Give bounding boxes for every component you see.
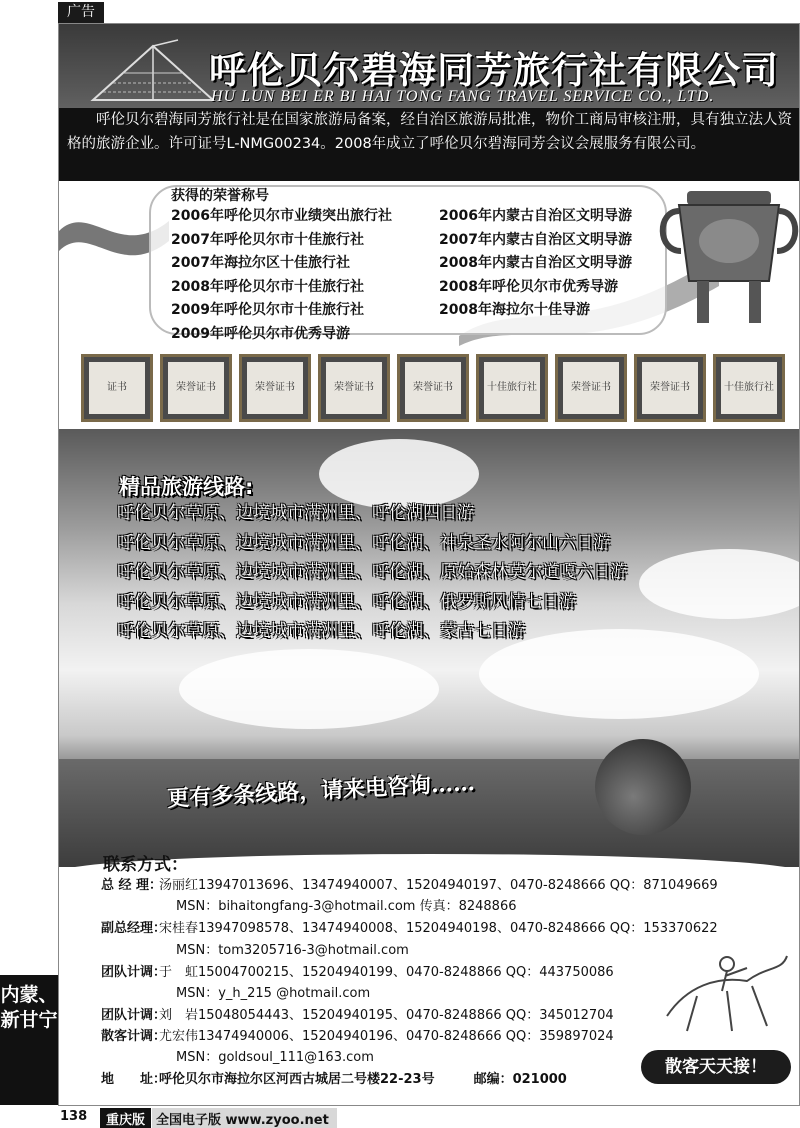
routes-list	[117, 499, 627, 647]
intro-text: 呼伦贝尔碧海同芳旅行社是在国家旅游局备案，经自治区旅游局批准，物价工商局审核注册，具有独立法人资格的旅游企业。许可证号L-NMG00234。2008年成立了呼伦贝尔碧海同芳会议会展服务有限公司。	[67, 112, 792, 152]
page-footer	[0, 1106, 800, 1128]
honor-item: 2007年呼伦贝尔市十佳旅行社	[171, 231, 364, 248]
cloud-decoration	[639, 549, 800, 619]
honor-item: 2008年呼伦贝尔市十佳旅行社	[171, 278, 364, 295]
honor-item: 2008年内蒙古自治区文明导游	[439, 255, 632, 271]
contact-row: 团队计调：于 虹15004700215、15204940199、0470-8248866 QQ：443750086	[101, 965, 614, 980]
routes-section	[59, 429, 800, 867]
honor-item: 2007年内蒙古自治区文明导游	[439, 231, 632, 248]
lake-photo	[595, 739, 691, 835]
ad-tag: 广告	[58, 2, 104, 23]
contact-row: MSN：goldsoul_111@163.com	[176, 1050, 374, 1065]
walk-in-badge: 散客天天接！	[641, 1050, 791, 1084]
honor-item: 2008年呼伦贝尔市优秀导游	[439, 278, 618, 295]
national-edition-link[interactable]: 全国电子版 www.zyoo.net	[152, 1108, 337, 1128]
yurt-logo-icon	[83, 38, 223, 108]
company-intro	[59, 108, 800, 181]
certificate: 荣誉证书	[160, 354, 232, 422]
route-item: 呼伦贝尔草原、边境城市满洲里、呼伦湖、原始森林莫尔道嘎六日游	[117, 562, 627, 582]
contact-row: 副总经理：宋桂春13947098578、13474940008、15204940198、0470-8248666 QQ：153370622	[101, 921, 718, 936]
contact-row: 总 经 理：汤丽红13947013696、13474940007、15204940197、0470-8248666 QQ：871049669	[101, 878, 718, 893]
contact-row: MSN：y_h_215 @hotmail.com	[176, 986, 371, 1001]
honor-item: 2006年内蒙古自治区文明导游	[439, 208, 632, 224]
contact-row-address: 地 址：呼伦贝尔市海拉尔区河西古城居二号楼22-23号 邮编：021000	[101, 1072, 567, 1087]
contact-row: MSN：tom3205716-3@hotmail.com	[176, 943, 409, 958]
more-routes-text: 更有多条线路，请来电咨询……	[166, 769, 476, 813]
routes-title: 精品旅游线路:	[119, 475, 254, 499]
certificate: 荣誉证书	[634, 354, 706, 422]
contact-row: 散客计调：尤宏伟13474940006、15204940196、0470-8248666 QQ：359897024	[101, 1029, 614, 1044]
honor-item: 2008年海拉尔十佳导游	[439, 302, 590, 318]
honors-left-list	[171, 205, 392, 346]
route-item: 呼伦贝尔草原、边境城市满洲里、呼伦湖、俄罗斯风情七日游	[117, 591, 576, 612]
certificate: 荣誉证书	[318, 354, 390, 422]
company-title: 呼伦贝尔碧海同芳旅行社有限公司	[209, 49, 779, 92]
honor-item: 2007年海拉尔区十佳旅行社	[171, 255, 350, 271]
certificate: 荣誉证书	[239, 354, 311, 422]
certificate: 荣誉证书	[397, 354, 469, 422]
route-item: 呼伦贝尔草原、边境城市满洲里、呼伦湖、神泉圣水阿尔山六日游	[117, 532, 610, 553]
certificate: 荣誉证书	[555, 354, 627, 422]
certificate: 十佳旅行社	[476, 354, 548, 422]
honor-item: 2009年呼伦贝尔市优秀导游	[171, 325, 350, 342]
contact-section	[59, 854, 800, 1106]
horse-rider-icon	[657, 946, 797, 1036]
certificate: 十佳旅行社	[713, 354, 785, 422]
certificate: 证书	[81, 354, 153, 422]
region-side-label: 内蒙、新甘宁	[0, 975, 58, 1105]
company-subtitle: HU LUN BEI ER BI HAI TONG FANG TRAVEL SERVICE CO., LTD.	[211, 88, 715, 105]
ad-frame	[58, 23, 800, 1106]
honors-section	[59, 181, 800, 351]
bronze-censer-icon	[657, 181, 800, 336]
page-number: 138	[60, 1109, 88, 1124]
contact-row: 团队计调：刘 岩15048054443、15204940195、0470-8248866 QQ：345012704	[101, 1008, 614, 1023]
cloud-decoration	[179, 649, 439, 729]
header	[59, 24, 800, 181]
edition-label: 重庆版	[100, 1108, 151, 1128]
route-item: 呼伦贝尔草原、边境城市满洲里、呼伦湖四日游	[117, 503, 474, 523]
honors-heading: 获得的荣誉称号	[171, 188, 269, 204]
honors-right-list	[439, 205, 632, 323]
honor-item: 2009年呼伦贝尔市十佳旅行社	[171, 302, 364, 318]
contact-title: 联系方式：	[103, 855, 188, 875]
honor-item: 2006年呼伦贝尔市业绩突出旅行社	[171, 208, 392, 224]
contact-row: MSN：bihaitongfang-3@hotmail.com 传真：8248866	[176, 899, 517, 914]
certificates-strip	[59, 351, 800, 429]
route-item: 呼伦贝尔草原、边境城市满洲里、呼伦湖、蒙古七日游	[117, 621, 525, 641]
